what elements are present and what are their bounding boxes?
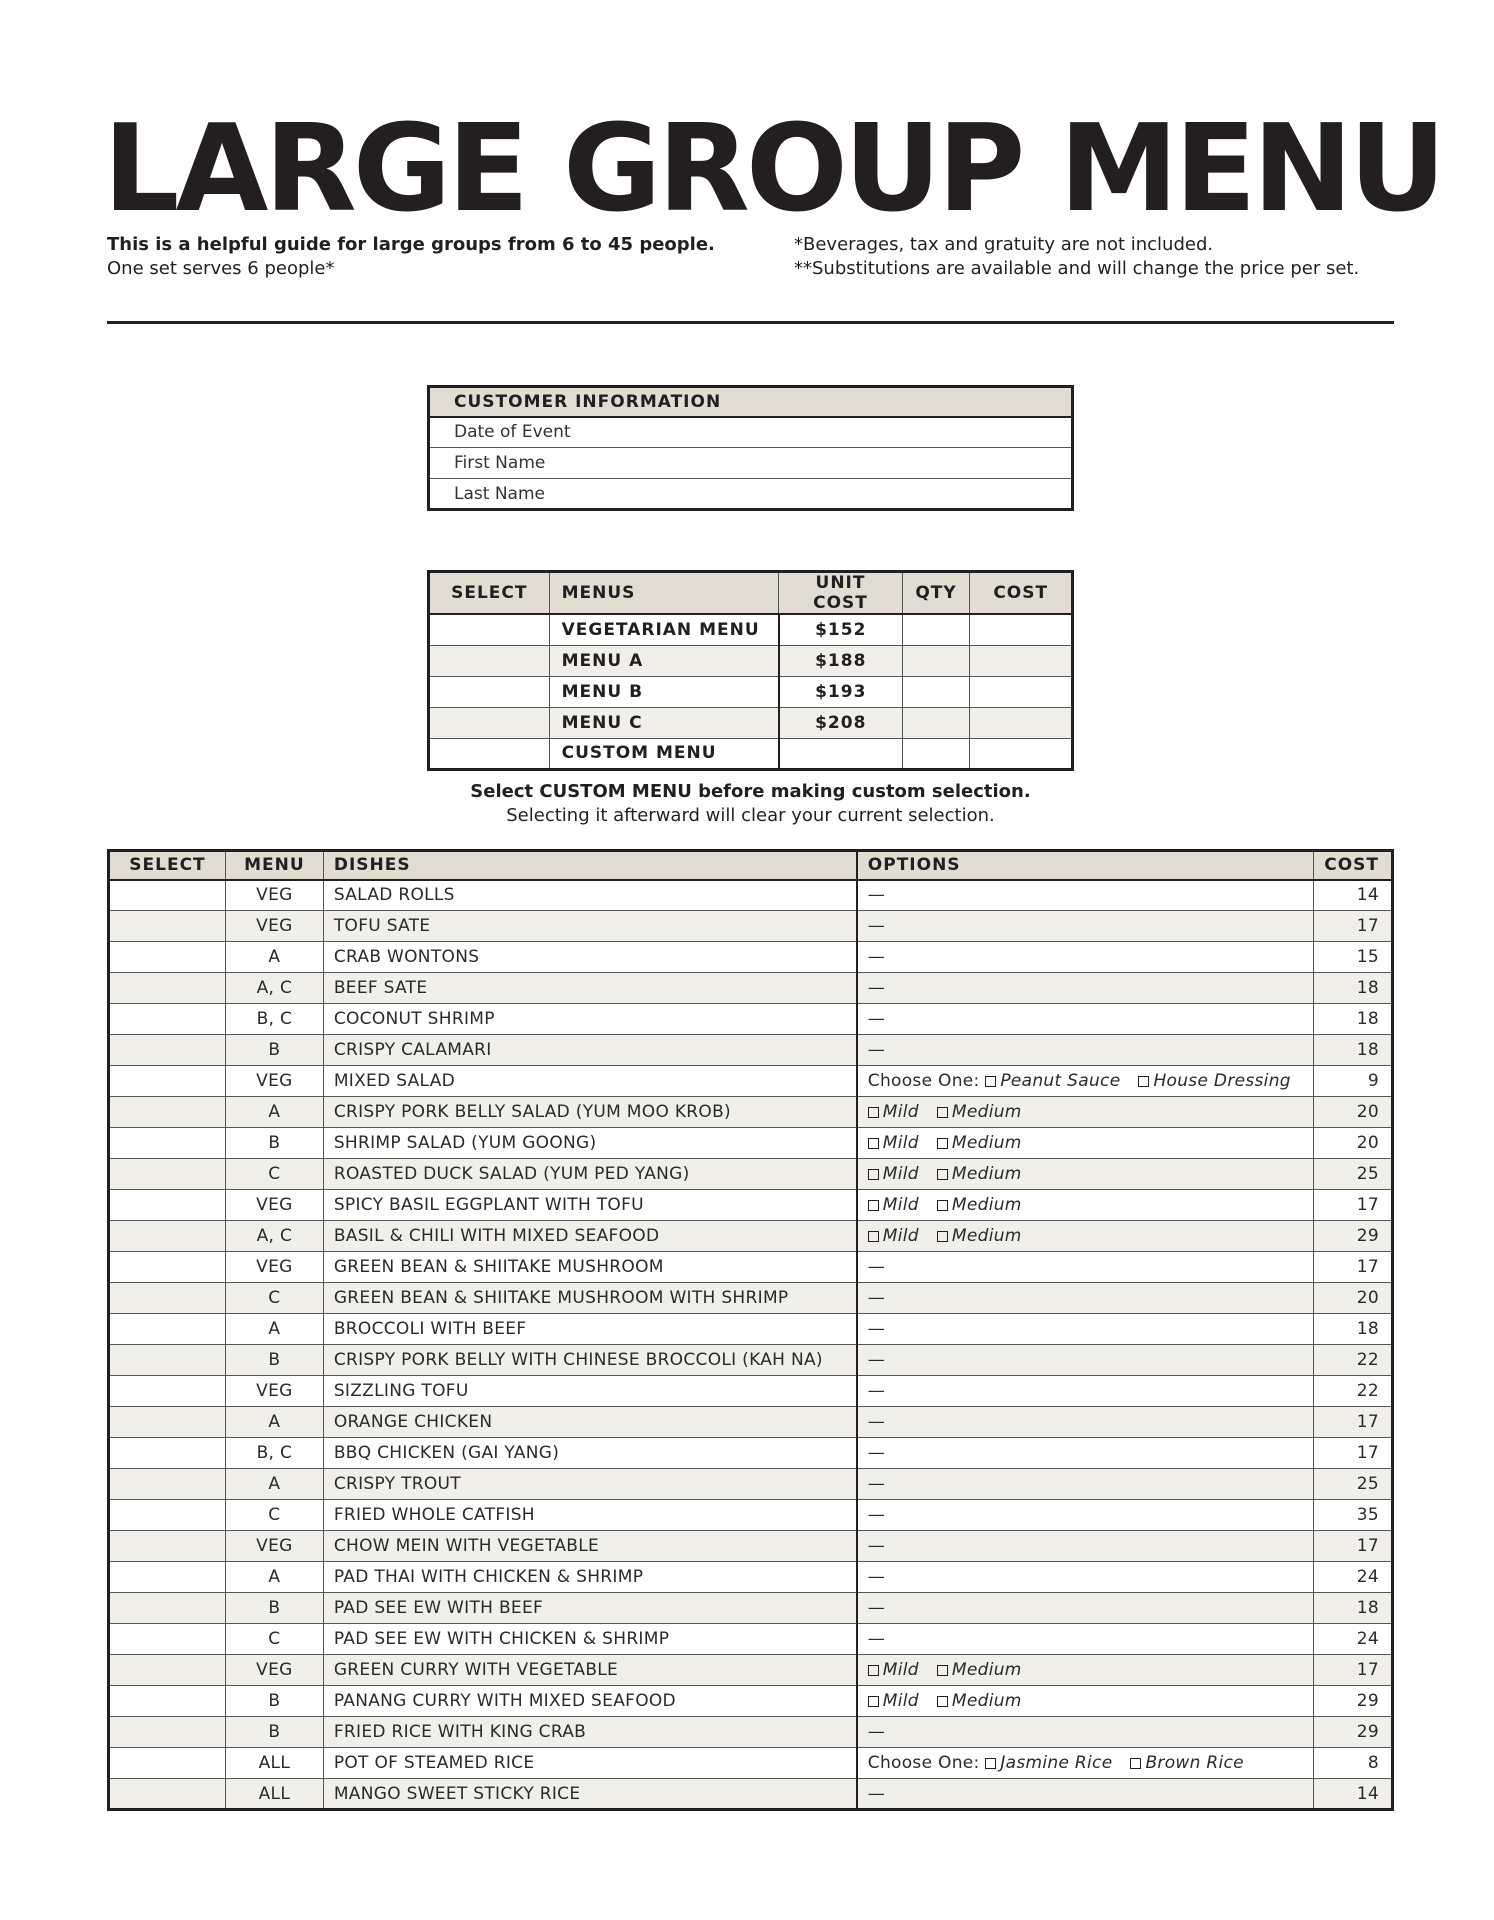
dish-options — [857, 911, 1314, 942]
spice-label: Mild — [882, 1164, 919, 1184]
dish-cost: 15 — [1313, 942, 1392, 973]
menu-cost-cell — [970, 614, 1073, 645]
dish-menu: C — [225, 1283, 323, 1314]
spice-label: Medium — [951, 1195, 1022, 1215]
dish-row — [109, 1159, 1393, 1190]
dish-name: PAD SEE EW WITH CHICKEN & SHRIMP — [323, 1624, 856, 1655]
spice-label: Medium — [951, 1102, 1022, 1122]
menu-row — [429, 707, 1073, 738]
dish-row — [109, 1779, 1393, 1810]
dish-row — [109, 973, 1393, 1004]
dish-select-cell[interactable] — [109, 1624, 226, 1655]
dish-name: SHRIMP SALAD (YUM GOONG) — [323, 1128, 856, 1159]
spice-label: Mild — [882, 1195, 919, 1215]
dish-select-cell[interactable] — [109, 1190, 226, 1221]
no-option-dash: — — [867, 1722, 886, 1742]
menu-select-cell[interactable] — [429, 614, 550, 645]
dish-select-cell[interactable] — [109, 1500, 226, 1531]
no-option-dash: — — [867, 1598, 886, 1618]
menu-qty-cell[interactable] — [902, 676, 970, 707]
dish-select-cell[interactable] — [109, 880, 226, 911]
custom-note-line-1: Select CUSTOM MENU before making custom selection. — [470, 781, 1031, 802]
option-checkbox[interactable] — [985, 1076, 996, 1087]
choose-one-label: Choose One: — [867, 1753, 980, 1773]
mild-checkbox[interactable] — [868, 1138, 879, 1149]
last-name-field[interactable]: Last Name — [429, 479, 1073, 510]
dish-select-cell[interactable] — [109, 1128, 226, 1159]
dish-name: SIZZLING TOFU — [323, 1376, 856, 1407]
dish-row — [109, 1221, 1393, 1252]
option-label: Peanut Sauce — [1000, 1071, 1121, 1091]
dish-menu: ALL — [225, 1779, 323, 1810]
menu-unit-cost: $193 — [779, 676, 902, 707]
dish-menu: B — [225, 1593, 323, 1624]
dish-row — [109, 1345, 1393, 1376]
dish-name: MIXED SALAD — [323, 1066, 856, 1097]
no-option-dash: — — [867, 1629, 886, 1649]
menu-name: MENU B — [549, 676, 779, 707]
dish-row — [109, 1376, 1393, 1407]
customer-info-table — [427, 385, 1074, 511]
dish-row — [109, 1252, 1393, 1283]
dish-cost: 17 — [1313, 1655, 1392, 1686]
dish-name: BROCCOLI WITH BEEF — [323, 1314, 856, 1345]
dish-cost: 24 — [1313, 1624, 1392, 1655]
no-option-dash: — — [867, 1412, 886, 1432]
dish-name: SPICY BASIL EGGPLANT WITH TOFU — [323, 1190, 856, 1221]
spice-label: Mild — [882, 1660, 919, 1680]
dish-name: PAD SEE EW WITH BEEF — [323, 1593, 856, 1624]
dish-cost: 17 — [1313, 911, 1392, 942]
dish-options — [857, 1500, 1314, 1531]
menu-select-cell[interactable] — [429, 676, 550, 707]
dish-cost: 9 — [1313, 1066, 1392, 1097]
dishes-header-cost: COST — [1313, 851, 1392, 880]
dish-cost: 20 — [1313, 1128, 1392, 1159]
spice-label: Medium — [951, 1660, 1022, 1680]
menu-name: MENU C — [549, 707, 779, 738]
mild-checkbox[interactable] — [868, 1169, 879, 1180]
dish-row — [109, 1438, 1393, 1469]
dish-menu: A — [225, 1562, 323, 1593]
dish-options — [857, 1376, 1314, 1407]
dish-menu: A, C — [225, 973, 323, 1004]
dish-options — [857, 880, 1314, 911]
dish-select-cell[interactable] — [109, 1748, 226, 1779]
dish-menu: B, C — [225, 1004, 323, 1035]
dish-options — [857, 1655, 1314, 1686]
dish-options — [857, 1469, 1314, 1500]
menu-name: MENU A — [549, 645, 779, 676]
no-option-dash: — — [867, 1381, 886, 1401]
dish-name: ORANGE CHICKEN — [323, 1407, 856, 1438]
dish-menu: VEG — [225, 880, 323, 911]
dish-row — [109, 1717, 1393, 1748]
dish-options — [857, 1314, 1314, 1345]
dish-name: SALAD ROLLS — [323, 880, 856, 911]
dish-select-cell[interactable] — [109, 1345, 226, 1376]
dish-cost: 22 — [1313, 1345, 1392, 1376]
spice-label: Mild — [882, 1133, 919, 1153]
dishes-header-menu: MENU — [225, 851, 323, 880]
dish-row — [109, 1562, 1393, 1593]
dish-menu: B — [225, 1128, 323, 1159]
menu-unit-cost: $188 — [779, 645, 902, 676]
no-option-dash: — — [867, 1040, 886, 1060]
dish-cost: 17 — [1313, 1252, 1392, 1283]
spice-label: Medium — [951, 1226, 1022, 1246]
dish-cost: 20 — [1313, 1097, 1392, 1128]
dish-options — [857, 1593, 1314, 1624]
menu-row — [429, 738, 1073, 769]
spice-label: Medium — [951, 1133, 1022, 1153]
dish-name: GREEN BEAN & SHIITAKE MUSHROOM — [323, 1252, 856, 1283]
dish-cost: 18 — [1313, 1035, 1392, 1066]
menu-cost-cell — [970, 738, 1073, 769]
dish-options — [857, 1407, 1314, 1438]
dish-cost: 18 — [1313, 1004, 1392, 1035]
option-label: House Dressing — [1153, 1071, 1291, 1091]
dish-name: CRISPY CALAMARI — [323, 1035, 856, 1066]
menu-row — [429, 676, 1073, 707]
dish-options — [857, 1438, 1314, 1469]
dish-name: MANGO SWEET STICKY RICE — [323, 1779, 856, 1810]
menu-qty-cell[interactable] — [902, 707, 970, 738]
dish-name: COCONUT SHRIMP — [323, 1004, 856, 1035]
dish-select-cell[interactable] — [109, 1407, 226, 1438]
medium-checkbox[interactable] — [937, 1696, 948, 1707]
dish-name: BBQ CHICKEN (GAI YANG) — [323, 1438, 856, 1469]
menu-cost-cell — [970, 676, 1073, 707]
custom-note-line-2: Selecting it afterward will clear your current selection. — [506, 805, 995, 826]
dish-row — [109, 1004, 1393, 1035]
dish-options — [857, 1221, 1314, 1252]
dish-name: CHOW MEIN WITH VEGETABLE — [323, 1531, 856, 1562]
dish-cost: 20 — [1313, 1283, 1392, 1314]
medium-checkbox[interactable] — [937, 1169, 948, 1180]
option-checkbox[interactable] — [985, 1758, 996, 1769]
dish-options — [857, 1531, 1314, 1562]
dish-menu: VEG — [225, 1252, 323, 1283]
dish-name: FRIED RICE WITH KING CRAB — [323, 1717, 856, 1748]
medium-checkbox[interactable] — [937, 1665, 948, 1676]
mild-checkbox[interactable] — [868, 1696, 879, 1707]
option-label: Brown Rice — [1145, 1753, 1244, 1773]
dish-select-cell[interactable] — [109, 1252, 226, 1283]
dish-menu: C — [225, 1159, 323, 1190]
no-option-dash: — — [867, 1288, 886, 1308]
menu-unit-cost: $152 — [779, 614, 902, 645]
dish-row — [109, 1531, 1393, 1562]
date-of-event-field[interactable]: Date of Event — [429, 417, 1073, 448]
no-option-dash: — — [867, 1783, 886, 1804]
mild-checkbox[interactable] — [868, 1231, 879, 1242]
choose-one-label: Choose One: — [867, 1071, 980, 1091]
dish-select-cell[interactable] — [109, 1531, 226, 1562]
no-option-dash: — — [867, 978, 886, 998]
menus-header-cost: COST — [970, 572, 1073, 615]
no-option-dash: — — [867, 1009, 886, 1029]
dish-menu: VEG — [225, 1066, 323, 1097]
dish-cost: 18 — [1313, 1593, 1392, 1624]
dish-options — [857, 1190, 1314, 1221]
mild-checkbox[interactable] — [868, 1200, 879, 1211]
dish-menu: B — [225, 1717, 323, 1748]
dish-select-cell[interactable] — [109, 1066, 226, 1097]
medium-checkbox[interactable] — [937, 1138, 948, 1149]
menu-selection-table — [427, 570, 1074, 771]
dish-menu: B — [225, 1686, 323, 1717]
dish-options — [857, 1686, 1314, 1717]
medium-checkbox[interactable] — [937, 1107, 948, 1118]
dish-cost: 14 — [1313, 1779, 1392, 1810]
menu-qty-cell[interactable] — [902, 645, 970, 676]
dish-options — [857, 1004, 1314, 1035]
mild-checkbox[interactable] — [868, 1107, 879, 1118]
menu-name: VEGETARIAN MENU — [549, 614, 779, 645]
dish-select-cell[interactable] — [109, 1283, 226, 1314]
menu-cost-cell — [970, 645, 1073, 676]
menu-qty-cell[interactable] — [902, 614, 970, 645]
no-option-dash: — — [867, 1474, 886, 1494]
dish-cost: 18 — [1313, 1314, 1392, 1345]
option-label: Jasmine Rice — [1000, 1753, 1113, 1773]
menus-header-menus: MENUS — [549, 572, 779, 615]
dish-menu: VEG — [225, 1376, 323, 1407]
dish-options — [857, 942, 1314, 973]
dish-options — [857, 1035, 1314, 1066]
dish-menu: VEG — [225, 1531, 323, 1562]
dish-cost: 29 — [1313, 1221, 1392, 1252]
first-name-field[interactable]: First Name — [429, 448, 1073, 479]
page-title: LARGE GROUP MENU — [103, 100, 1443, 239]
no-option-dash: — — [867, 1567, 886, 1587]
menu-name: CUSTOM MENU — [549, 738, 779, 769]
no-option-dash: — — [867, 916, 886, 936]
dish-row — [109, 1500, 1393, 1531]
intro-note-1: *Beverages, tax and gratuity are not included. — [794, 234, 1214, 255]
menu-unit-cost — [779, 738, 902, 769]
dish-options — [857, 1748, 1314, 1779]
dish-row — [109, 1035, 1393, 1066]
dish-select-cell[interactable] — [109, 1159, 226, 1190]
dish-name: CRISPY PORK BELLY WITH CHINESE BROCCOLI (KAH NA) — [323, 1345, 856, 1376]
dish-select-cell[interactable] — [109, 1655, 226, 1686]
dish-cost: 22 — [1313, 1376, 1392, 1407]
dish-cost: 18 — [1313, 973, 1392, 1004]
dish-name: POT OF STEAMED RICE — [323, 1748, 856, 1779]
dish-options — [857, 1128, 1314, 1159]
dish-row — [109, 1128, 1393, 1159]
dish-cost: 24 — [1313, 1562, 1392, 1593]
dish-row — [109, 1190, 1393, 1221]
customer-info-header: CUSTOMER INFORMATION — [429, 387, 1073, 417]
dish-menu: A — [225, 1469, 323, 1500]
dish-row — [109, 1097, 1393, 1128]
spice-label: Mild — [882, 1691, 919, 1711]
dish-cost: 25 — [1313, 1469, 1392, 1500]
dish-menu: A — [225, 1407, 323, 1438]
dish-menu: VEG — [225, 1655, 323, 1686]
intro-right — [794, 233, 1359, 281]
spice-label: Medium — [951, 1164, 1022, 1184]
intro-note-2: **Substitutions are available and will change the price per set. — [794, 258, 1360, 279]
spice-label: Mild — [882, 1226, 919, 1246]
dish-name: CRAB WONTONS — [323, 942, 856, 973]
dish-select-cell[interactable] — [109, 1779, 226, 1810]
dish-row — [109, 942, 1393, 973]
dish-cost: 29 — [1313, 1717, 1392, 1748]
dish-select-cell[interactable] — [109, 1469, 226, 1500]
mild-checkbox[interactable] — [868, 1665, 879, 1676]
no-option-dash: — — [867, 1443, 886, 1463]
dish-menu: C — [225, 1500, 323, 1531]
dish-cost: 17 — [1313, 1531, 1392, 1562]
medium-checkbox[interactable] — [937, 1231, 948, 1242]
no-option-dash: — — [867, 885, 886, 906]
menu-qty-cell[interactable] — [902, 738, 970, 769]
dish-select-cell[interactable] — [109, 1314, 226, 1345]
menu-row — [429, 614, 1073, 645]
dish-cost: 17 — [1313, 1407, 1392, 1438]
dish-options — [857, 973, 1314, 1004]
dish-select-cell[interactable] — [109, 973, 226, 1004]
dish-row — [109, 1283, 1393, 1314]
dish-select-cell[interactable] — [109, 1376, 226, 1407]
dish-options — [857, 1345, 1314, 1376]
dish-row — [109, 880, 1393, 911]
dish-options — [857, 1562, 1314, 1593]
option-checkbox[interactable] — [1138, 1076, 1149, 1087]
dish-select-cell[interactable] — [109, 1097, 226, 1128]
dish-options — [857, 1779, 1314, 1810]
dish-row — [109, 1407, 1393, 1438]
dish-select-cell[interactable] — [109, 1562, 226, 1593]
dish-cost: 14 — [1313, 880, 1392, 911]
menu-select-cell[interactable] — [429, 707, 550, 738]
dish-select-cell[interactable] — [109, 1717, 226, 1748]
no-option-dash: — — [867, 1350, 886, 1370]
dish-row — [109, 1593, 1393, 1624]
dish-row — [109, 1469, 1393, 1500]
option-checkbox[interactable] — [1130, 1758, 1141, 1769]
dish-name: GREEN CURRY WITH VEGETABLE — [323, 1655, 856, 1686]
menus-header-qty: QTY — [902, 572, 970, 615]
dish-name: FRIED WHOLE CATFISH — [323, 1500, 856, 1531]
dish-menu: A, C — [225, 1221, 323, 1252]
dish-select-cell[interactable] — [109, 1035, 226, 1066]
dish-row — [109, 1748, 1393, 1779]
dish-cost: 17 — [1313, 1438, 1392, 1469]
dish-name: GREEN BEAN & SHIITAKE MUSHROOM WITH SHRIMP — [323, 1283, 856, 1314]
dish-cost: 25 — [1313, 1159, 1392, 1190]
dishes-table — [107, 849, 1394, 1811]
menu-row — [429, 645, 1073, 676]
no-option-dash: — — [867, 1257, 886, 1277]
no-option-dash: — — [867, 947, 886, 967]
dish-options — [857, 1283, 1314, 1314]
dish-options — [857, 1159, 1314, 1190]
dishes-header-options: OPTIONS — [857, 851, 1314, 880]
dish-name: BASIL & CHILI WITH MIXED SEAFOOD — [323, 1221, 856, 1252]
no-option-dash: — — [867, 1536, 886, 1556]
divider-rule — [107, 321, 1394, 324]
dish-select-cell[interactable] — [109, 911, 226, 942]
menu-cost-cell — [970, 707, 1073, 738]
dish-select-cell[interactable] — [109, 1593, 226, 1624]
dish-cost: 35 — [1313, 1500, 1392, 1531]
dish-menu: A — [225, 1097, 323, 1128]
menu-select-cell[interactable] — [429, 738, 550, 769]
dish-cost: 29 — [1313, 1686, 1392, 1717]
no-option-dash: — — [867, 1505, 886, 1525]
no-option-dash: — — [867, 1319, 886, 1339]
dish-name: CRISPY TROUT — [323, 1469, 856, 1500]
dish-row — [109, 1066, 1393, 1097]
dish-menu: VEG — [225, 1190, 323, 1221]
menus-header-select: SELECT — [429, 572, 550, 615]
dish-name: TOFU SATE — [323, 911, 856, 942]
intro-left — [107, 233, 715, 281]
dish-row — [109, 911, 1393, 942]
dish-menu: A — [225, 1314, 323, 1345]
dish-cost: 17 — [1313, 1190, 1392, 1221]
menus-header-unit-cost: UNIT COST — [779, 572, 902, 615]
dish-select-cell[interactable] — [109, 1686, 226, 1717]
dish-name: PANANG CURRY WITH MIXED SEAFOOD — [323, 1686, 856, 1717]
custom-menu-note — [427, 780, 1074, 828]
dish-options — [857, 1717, 1314, 1748]
dish-select-cell[interactable] — [109, 1004, 226, 1035]
dish-row — [109, 1686, 1393, 1717]
dish-cost: 8 — [1313, 1748, 1392, 1779]
menu-unit-cost: $208 — [779, 707, 902, 738]
menu-select-cell[interactable] — [429, 645, 550, 676]
spice-label: Mild — [882, 1102, 919, 1122]
dish-name: CRISPY PORK BELLY SALAD (YUM MOO KROB) — [323, 1097, 856, 1128]
intro-line-1: This is a helpful guide for large groups from 6 to 45 people. — [107, 234, 715, 255]
dish-menu: A — [225, 942, 323, 973]
dish-select-cell[interactable] — [109, 1221, 226, 1252]
dish-menu: B — [225, 1345, 323, 1376]
dish-options — [857, 1252, 1314, 1283]
dish-options — [857, 1066, 1314, 1097]
dishes-header-dishes: DISHES — [323, 851, 856, 880]
dish-menu: C — [225, 1624, 323, 1655]
dish-options — [857, 1624, 1314, 1655]
dishes-header-select: SELECT — [109, 851, 226, 880]
spice-label: Medium — [951, 1691, 1022, 1711]
intro-line-2: One set serves 6 people* — [107, 258, 335, 279]
dish-row — [109, 1314, 1393, 1345]
dish-row — [109, 1624, 1393, 1655]
dish-name: BEEF SATE — [323, 973, 856, 1004]
dish-select-cell[interactable] — [109, 942, 226, 973]
dish-select-cell[interactable] — [109, 1438, 226, 1469]
dish-name: ROASTED DUCK SALAD (YUM PED YANG) — [323, 1159, 856, 1190]
dish-options — [857, 1097, 1314, 1128]
medium-checkbox[interactable] — [937, 1200, 948, 1211]
dish-menu: B — [225, 1035, 323, 1066]
dish-menu: ALL — [225, 1748, 323, 1779]
dish-menu: VEG — [225, 911, 323, 942]
dish-menu: B, C — [225, 1438, 323, 1469]
dish-name: PAD THAI WITH CHICKEN & SHRIMP — [323, 1562, 856, 1593]
dish-row — [109, 1655, 1393, 1686]
